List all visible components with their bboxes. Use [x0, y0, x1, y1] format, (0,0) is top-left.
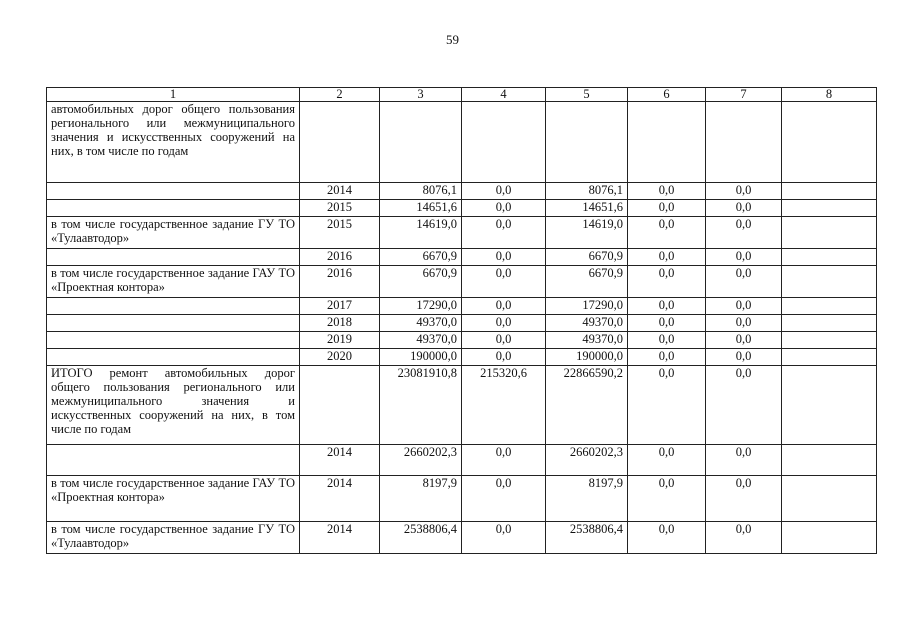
cell-col7: 0,0 [706, 349, 782, 366]
cell-col4: 0,0 [462, 200, 546, 217]
cell-col8 [782, 298, 877, 315]
table-row [47, 445, 877, 476]
table-row [47, 249, 877, 266]
cell-col7: 0,0 [706, 366, 782, 445]
cell-col7: 0,0 [706, 522, 782, 554]
cell-col4: 0,0 [462, 266, 546, 298]
cell-col6: 0,0 [628, 349, 706, 366]
table-row [47, 298, 877, 315]
cell-col4: 0,0 [462, 476, 546, 522]
row-year: 2019 [300, 332, 380, 349]
row-year: 2014 [300, 183, 380, 200]
budget-table [46, 87, 877, 554]
column-header: 3 [380, 88, 462, 102]
table-row [47, 315, 877, 332]
cell-col4: 0,0 [462, 298, 546, 315]
row-description [47, 315, 300, 332]
cell-total: 190000,0 [380, 349, 462, 366]
cell-col4: 0,0 [462, 217, 546, 249]
cell-col7: 0,0 [706, 266, 782, 298]
table-row [47, 332, 877, 349]
cell-col4: 0,0 [462, 349, 546, 366]
cell-col7: 0,0 [706, 183, 782, 200]
cell-col8 [782, 217, 877, 249]
cell-col6 [628, 102, 706, 183]
cell-total: 23081910,8 [380, 366, 462, 445]
row-year: 2018 [300, 315, 380, 332]
row-description [47, 200, 300, 217]
row-description [47, 298, 300, 315]
cell-total: 2660202,3 [380, 445, 462, 476]
cell-col5: 8197,9 [546, 476, 628, 522]
cell-total: 14619,0 [380, 217, 462, 249]
column-header: 2 [300, 88, 380, 102]
cell-total: 8076,1 [380, 183, 462, 200]
cell-col5 [546, 102, 628, 183]
row-description: в том числе государственное задание ГАУ ТО «Проектная контора» [47, 266, 300, 298]
cell-col6: 0,0 [628, 217, 706, 249]
cell-col5: 22866590,2 [546, 366, 628, 445]
cell-col8 [782, 266, 877, 298]
cell-col7: 0,0 [706, 445, 782, 476]
row-description [47, 249, 300, 266]
row-year: 2015 [300, 200, 380, 217]
cell-col4: 0,0 [462, 522, 546, 554]
cell-col5: 14651,6 [546, 200, 628, 217]
table-row [47, 349, 877, 366]
table-row [47, 183, 877, 200]
cell-total: 17290,0 [380, 298, 462, 315]
cell-col6: 0,0 [628, 332, 706, 349]
cell-col7: 0,0 [706, 476, 782, 522]
cell-col4: 0,0 [462, 249, 546, 266]
cell-col6: 0,0 [628, 200, 706, 217]
cell-col8 [782, 332, 877, 349]
cell-col8 [782, 522, 877, 554]
column-header: 4 [462, 88, 546, 102]
cell-col4: 0,0 [462, 445, 546, 476]
cell-col6: 0,0 [628, 298, 706, 315]
cell-col5: 2538806,4 [546, 522, 628, 554]
cell-total: 2538806,4 [380, 522, 462, 554]
column-header: 5 [546, 88, 628, 102]
column-header: 6 [628, 88, 706, 102]
cell-col6: 0,0 [628, 445, 706, 476]
row-year: 2014 [300, 522, 380, 554]
table-row [47, 522, 877, 554]
cell-col7 [706, 102, 782, 183]
cell-col7: 0,0 [706, 332, 782, 349]
table-row [47, 200, 877, 217]
cell-col6: 0,0 [628, 366, 706, 445]
row-description [47, 445, 300, 476]
cell-total: 14651,6 [380, 200, 462, 217]
row-description: в том числе государственное задание ГУ ТО «Тулаавтодор» [47, 217, 300, 249]
cell-col6: 0,0 [628, 183, 706, 200]
table-row [47, 217, 877, 249]
row-description [47, 183, 300, 200]
cell-total [380, 102, 462, 183]
table-row [47, 366, 877, 445]
cell-col4 [462, 102, 546, 183]
cell-col7: 0,0 [706, 217, 782, 249]
row-year: 2014 [300, 445, 380, 476]
cell-col7: 0,0 [706, 249, 782, 266]
cell-col7: 0,0 [706, 298, 782, 315]
cell-col8 [782, 249, 877, 266]
cell-total: 8197,9 [380, 476, 462, 522]
cell-col7: 0,0 [706, 200, 782, 217]
row-year: 2017 [300, 298, 380, 315]
cell-col8 [782, 445, 877, 476]
cell-col5: 6670,9 [546, 266, 628, 298]
cell-col5: 49370,0 [546, 332, 628, 349]
row-description: в том числе государственное задание ГАУ ТО «Проектная контора» [47, 476, 300, 522]
cell-col8 [782, 349, 877, 366]
row-description: ИТОГО ремонт автомобильных дорог общего пользования регионального или межмуниципального значения и искусственных сооружений на них, в том числе по годам [47, 366, 300, 445]
cell-col5: 17290,0 [546, 298, 628, 315]
row-year: 2016 [300, 266, 380, 298]
row-description [47, 349, 300, 366]
cell-col5: 14619,0 [546, 217, 628, 249]
cell-total: 6670,9 [380, 266, 462, 298]
row-year: 2014 [300, 476, 380, 522]
cell-col8 [782, 476, 877, 522]
row-description: автомобильных дорог общего пользования регионального или межмуниципального значения и искусственных сооружений на них, в том числе по годам [47, 102, 300, 183]
cell-col5: 49370,0 [546, 315, 628, 332]
column-header: 7 [706, 88, 782, 102]
table-body [47, 102, 877, 554]
cell-col8 [782, 183, 877, 200]
cell-col6: 0,0 [628, 476, 706, 522]
cell-total: 49370,0 [380, 332, 462, 349]
cell-col4: 0,0 [462, 315, 546, 332]
column-header: 8 [782, 88, 877, 102]
row-year [300, 366, 380, 445]
cell-col6: 0,0 [628, 315, 706, 332]
row-description [47, 332, 300, 349]
table-row [47, 102, 877, 183]
cell-col8 [782, 102, 877, 183]
table-row [47, 266, 877, 298]
row-year: 2020 [300, 349, 380, 366]
cell-col6: 0,0 [628, 522, 706, 554]
row-description: в том числе государственное задание ГУ ТО «Тулаавтодор» [47, 522, 300, 554]
table-row [47, 476, 877, 522]
cell-col4: 215320,6 [462, 366, 546, 445]
cell-col4: 0,0 [462, 332, 546, 349]
cell-col5: 190000,0 [546, 349, 628, 366]
cell-col6: 0,0 [628, 266, 706, 298]
row-year: 2016 [300, 249, 380, 266]
cell-col5: 6670,9 [546, 249, 628, 266]
cell-total: 49370,0 [380, 315, 462, 332]
cell-col8 [782, 315, 877, 332]
cell-col8 [782, 200, 877, 217]
cell-col5: 8076,1 [546, 183, 628, 200]
column-header: 1 [47, 88, 300, 102]
cell-total: 6670,9 [380, 249, 462, 266]
row-year: 2015 [300, 217, 380, 249]
header-row [47, 88, 877, 102]
row-year [300, 102, 380, 183]
cell-col5: 2660202,3 [546, 445, 628, 476]
cell-col6: 0,0 [628, 249, 706, 266]
page-number: 59 [446, 32, 459, 47]
cell-col8 [782, 366, 877, 445]
cell-col4: 0,0 [462, 183, 546, 200]
cell-col7: 0,0 [706, 315, 782, 332]
